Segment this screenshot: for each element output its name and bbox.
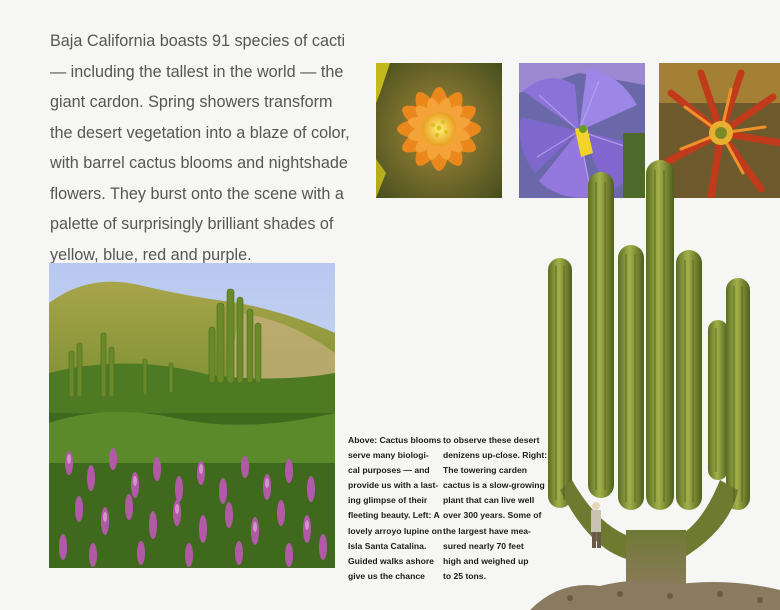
intro-line: Baja California boasts 91 species of cacti (50, 32, 346, 50)
caption-line: cactus is a slow-growing (443, 480, 545, 491)
caption-left-column (348, 433, 443, 584)
intro-line: giant cardon. Spring showers transform (50, 93, 333, 111)
caption-line: the largest have mea- (443, 525, 531, 536)
caption-line: plant that can live well (443, 495, 535, 506)
caption-line: give us the chance (348, 570, 425, 581)
caption-line: Isla Santa Catalina. (348, 540, 427, 551)
caption-line: denizens up-close. Right: (443, 450, 548, 461)
intro-line: yellow, blue, red and purple. (50, 245, 252, 264)
caption-line: ing glimpse of their (348, 495, 428, 506)
intro-line: the desert vegetation into a blaze of color, (50, 123, 350, 142)
caption-line: serve many biologi- (348, 450, 429, 461)
lupine-landscape-photo (49, 263, 335, 568)
caption-right-column (443, 433, 548, 584)
caption-line: over 300 years. Some of (443, 510, 542, 521)
caption-line: Guided walks ashore (348, 555, 434, 566)
giant-cardon-cactus-photo (530, 150, 780, 610)
caption-line: cal purposes — and (348, 465, 430, 476)
caption-line: Above: Cactus blooms (348, 435, 442, 445)
caption-line: to observe these desert (443, 435, 540, 445)
caption-line: The towering carden (443, 465, 528, 476)
caption-line: high and weighed up (443, 555, 529, 566)
barrel-cactus-bloom-photo (376, 63, 502, 198)
intro-line: flowers. They burst onto the scene with a (50, 184, 344, 203)
caption-line: sured nearly 70 feet (443, 540, 524, 551)
intro-paragraph (50, 26, 350, 270)
caption-line: fleeting beauty. Left: A (348, 510, 440, 521)
intro-line: with barrel cactus blooms and nightshade (50, 154, 348, 172)
intro-line: palette of surprisingly brilliant shades of (50, 215, 334, 233)
caption-line: lovely arroyo lupine on (348, 525, 443, 536)
caption-line: provide us with a last- (348, 480, 439, 491)
caption-line: to 25 tons. (443, 570, 486, 581)
intro-line: — including the tallest in the world — the (50, 62, 344, 81)
